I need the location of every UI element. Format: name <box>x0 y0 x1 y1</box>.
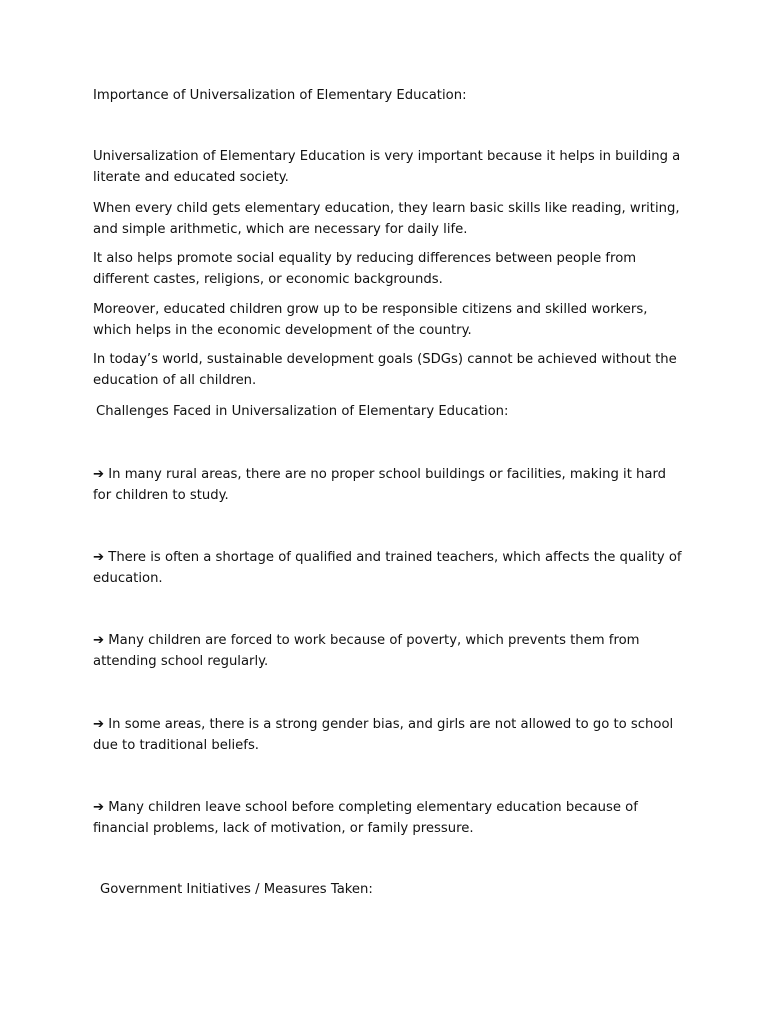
arrow-icon: ➔ <box>93 633 105 648</box>
challenge-item-5 <box>93 798 683 839</box>
importance-paragraph-4: Moreover, educated children grow up to be responsible citizens and skilled workers, which helps in the economic development of the country. <box>93 302 648 338</box>
challenge-item-4 <box>93 715 683 756</box>
arrow-icon: ➔ <box>93 717 105 732</box>
challenge-item-3 <box>93 631 683 672</box>
challenge-text-2: There is often a shortage of qualified and trained teachers, which affects the quality of education. <box>93 550 682 586</box>
arrow-icon: ➔ <box>93 800 105 815</box>
arrow-icon: ➔ <box>93 467 105 482</box>
importance-paragraph-2: When every child gets elementary education, they learn basic skills like reading, writing, and simple arithmetic, which are necessary for daily life. <box>93 201 680 237</box>
challenge-text-3: Many children are forced to work because of poverty, which prevents them from attending school regularly. <box>93 633 640 669</box>
arrow-icon: ➔ <box>93 550 105 565</box>
government-heading: Government Initiatives / Measures Taken: <box>100 882 373 897</box>
challenge-item-2 <box>93 548 683 589</box>
challenge-text-4: In some areas, there is a strong gender bias, and girls are not allowed to go to school due to traditional beliefs. <box>93 717 674 753</box>
challenge-item-1 <box>93 465 683 506</box>
importance-paragraph-5: In today’s world, sustainable development goals (SDGs) cannot be achieved without the education of all children. <box>93 352 677 388</box>
challenge-text-5: Many children leave school before completing elementary education because of financial problems, lack of motivation, or family pressure. <box>93 800 638 836</box>
importance-paragraph-1: Universalization of Elementary Education is very important because it helps in building a literate and educated society. <box>93 149 681 185</box>
challenge-text-1: In many rural areas, there are no proper school buildings or facilities, making it hard for children to study. <box>93 467 667 503</box>
importance-heading: Importance of Universalization of Elementary Education: <box>93 88 467 103</box>
importance-paragraph-3: It also helps promote social equality by reducing differences between people from different castes, religions, or economic backgrounds. <box>93 251 637 287</box>
challenges-heading: Challenges Faced in Universalization of Elementary Education: <box>96 404 509 419</box>
